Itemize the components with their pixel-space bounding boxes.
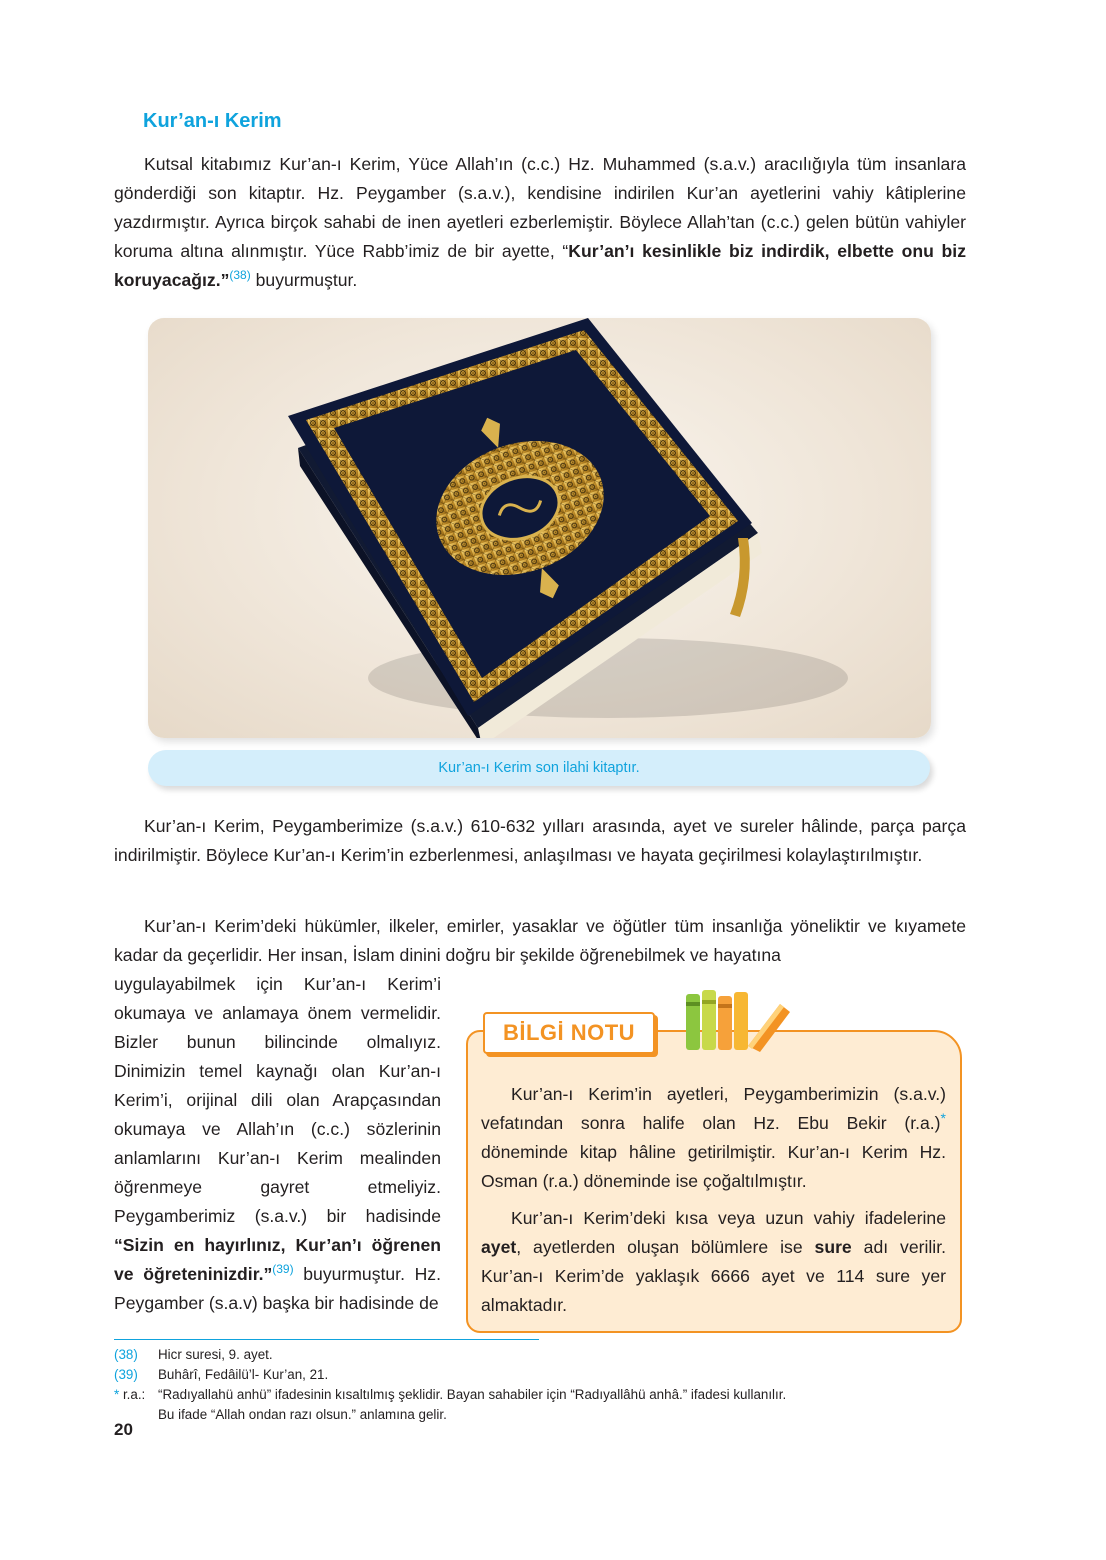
footnote-star-mark: * (114, 1387, 120, 1402)
note-text-3: Kur’an-ı Kerim’deki kısa veya uzun vahiy ifadelerine (511, 1208, 946, 1228)
footnote-star-note (114, 1385, 994, 1405)
footnote-text: “Radıyallahü anhü” ifadesinin kısaltılmış şeklidir. Bayan sahabiler için “Radıyallâhü anhâ.” ifadesi kullanılır. (158, 1387, 787, 1402)
page-number: 20 (114, 1420, 133, 1439)
footnote-divider (114, 1339, 539, 1340)
intro-text-end: buyurmuştur. (250, 270, 358, 290)
info-note-para-1 (481, 1080, 946, 1196)
footnote-text: Hicr suresi, 9. ayet. (158, 1347, 273, 1362)
footnote-number: (38) (114, 1347, 138, 1362)
note-text: Kur’an-ı Kerim’in ayetleri, Peygamberimizin (s.a.v.) vefatından sonra halife olan Hz. Ebu Bekir (r.a.) (481, 1084, 946, 1133)
note-text-5: adı verilir. Kur’an-ı Kerim’de yaklaşık 6666 ayet ve 114 sure yer almaktadır. (481, 1237, 946, 1315)
verse-quote: Kur’an’ı kesinlikle biz indirdik, elbette onu biz koruyacağız.” (114, 241, 966, 290)
hadith-quote: “Sizin en hayırlınız, Kur’an’ı öğrenen ve öğreteninizdir.” (114, 1235, 441, 1284)
revelation-paragraph (114, 812, 966, 870)
photo-caption (148, 750, 930, 786)
quran-photo (148, 318, 931, 738)
term-sure: sure (814, 1237, 852, 1257)
footnotes (114, 1345, 994, 1425)
quran-book-illustration (148, 318, 931, 738)
footnote-ref-39[interactable]: (39) (272, 1262, 294, 1276)
info-note-para-2 (481, 1204, 946, 1320)
term-ayet: ayet (481, 1237, 517, 1257)
intro-text: Kutsal kitabımız Kur’an-ı Kerim, Yüce Allah’ın (c.c.) Hz. Muhammed (s.a.v.) aracılığıyla tüm insanlara gönderdiği son kitaptır. Hz. Peygamber (s.a.v.), kendisine indirilen Kur’an ayetlerini vahiy kâtiplerine yazdırmıştır. Ayrıca birçok sahabi de inen ayetleri ezberlemiştir. Böylece Allah’tan (c.c.) gelen bütün vahiyler koruma altına alınmıştır. Yüce Rabb’imiz de bir ayette, “ (114, 154, 966, 261)
revelation-text: Kur’an-ı Kerim, Peygamberimize (s.a.v.) 610-632 yılları arasında, ayet ve sureler hâlinde, parça parça indirilmiştir. Böylece Kur’an-ı Kerim’in ezberlenmesi, anlaşılması ve hayata geçirilmesi kolaylaştırılmıştır. (114, 816, 966, 865)
section-heading: Kur’an-ı Kerim (143, 110, 282, 132)
note-text-4: , ayetlerden oluşan bölümlere ise (516, 1237, 815, 1257)
note-text-2: döneminde kitap hâline getirilmiştir. Kur’an-ı Kerim Hz. Osman (r.a.) döneminde ise çoğaltılmıştır. (481, 1142, 946, 1191)
footnote-star[interactable]: * (940, 1110, 946, 1126)
footnote-number: (39) (114, 1367, 138, 1382)
footnote-38 (114, 1345, 994, 1365)
info-note-tab (483, 1012, 655, 1054)
reading-text: uygulayabilmek için Kur’an-ı Kerim’i okumaya ve anlamaya önem vermelidir. Bizler bunun bilincinde olmalıyız. Dinimizin temel kaynağı olan Kur’an-ı Kerim’i, orijinal dili olan Arapçasından okumaya ve Allah’ın (c.c.) sözlerinin anlamlarını Kur’an-ı Kerim mealinden öğrenmeye gayret etmeliyiz. Peygamberimiz (s.a.v.) bir hadisinde (114, 974, 441, 1226)
books-icon (682, 986, 792, 1052)
reading-paragraph (114, 970, 441, 1318)
caption-text: Kur’an-ı Kerim son ilahi kitaptır. (438, 760, 640, 776)
abbr-text: r.a.: (119, 1387, 146, 1402)
guidance-text: Kur’an-ı Kerim’deki hükümler, ilkeler, emirler, yasaklar ve öğütler tüm insanlığa yöneliktir ve kıyamete kadar da geçerlidir. Her insan, İslam dinini doğru bir şekilde öğrenebilmek ve hayatına (114, 916, 966, 965)
footnote-continuation: Bu ifade “Allah ondan razı olsun.” anlamına gelir. (158, 1407, 447, 1422)
footnote-39 (114, 1365, 994, 1385)
footnote-abbr (114, 1385, 158, 1405)
intro-paragraph (114, 150, 966, 295)
reading-text-end: buyurmuştur. Hz. Peygamber (s.a.v) başka bir hadisinde de (114, 1264, 441, 1313)
guidance-paragraph (114, 912, 966, 970)
footnote-ref-38[interactable]: (38) (229, 268, 251, 282)
footnote-text: Buhârî, Fedâilü’l- Kur’an, 21. (158, 1367, 329, 1382)
info-note-title: BİLGİ NOTU (502, 1020, 636, 1045)
